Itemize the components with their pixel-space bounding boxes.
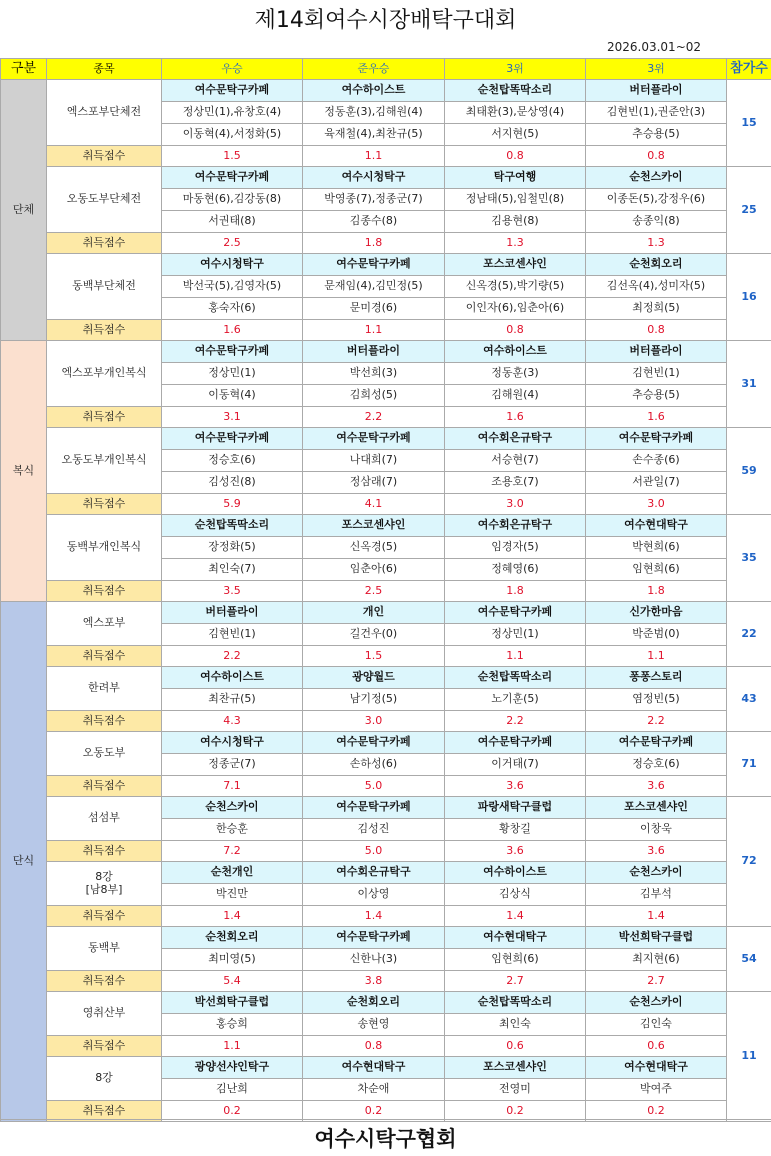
player-names: 임현희(6) [586, 559, 727, 581]
club-name: 여수문탁구카페 [303, 254, 445, 276]
club-name: 여수하이스트 [445, 862, 586, 884]
club-name: 박선희탁구클럽 [162, 992, 303, 1014]
score-label: 취득점수 [47, 233, 162, 254]
results-table [0, 58, 771, 1122]
score-value: 3.0 [303, 711, 445, 732]
score-value: 2.2 [303, 407, 445, 428]
table-row [1, 906, 771, 927]
club-name: 포스코센샤인 [586, 797, 727, 819]
table-row [1, 797, 771, 819]
club-name: 개인 [303, 602, 445, 624]
score-value: 5.4 [162, 971, 303, 992]
club-name: 여수문탁구카페 [162, 80, 303, 102]
score-value: 2.2 [445, 711, 586, 732]
score-value: 1.4 [162, 906, 303, 927]
event-label: 동백부개인복식 [67, 540, 141, 553]
player-names: 박준범(0) [586, 624, 727, 646]
club-name: 파랑새탁구클럽 [445, 797, 586, 819]
club-name: 순천탑똑딱소리 [445, 992, 586, 1014]
player-names: 신옥경(5),박기량(5) [445, 276, 586, 298]
player-names: 이인자(6),임춘아(6) [445, 298, 586, 320]
club-name: 여수현대탁구 [586, 515, 727, 537]
score-value: 3.5 [162, 581, 303, 602]
club-name: 포스코센샤인 [445, 254, 586, 276]
club-name: 여수현대탁구 [586, 1057, 727, 1079]
club-name: 여수문탁구카페 [303, 927, 445, 949]
player-names: 추승용(5) [586, 385, 727, 407]
participant-count: 25 [727, 167, 771, 254]
player-names: 박여주 [586, 1079, 727, 1101]
club-name: 여수현대탁구 [303, 1057, 445, 1079]
club-name: 여수문탁구카페 [586, 732, 727, 754]
event-name [47, 602, 162, 646]
player-names: 최태환(3),문상영(4) [445, 102, 586, 124]
page-title: 제14회여수시장배탁구대회 [0, 0, 771, 36]
table-row [1, 732, 771, 754]
player-names: 박영종(7),정종군(7) [303, 189, 445, 211]
player-names: 최찬규(5) [162, 689, 303, 711]
player-names: 이창욱 [586, 819, 727, 841]
table-row [1, 80, 771, 102]
player-names: 김선옥(4),성미자(5) [586, 276, 727, 298]
score-value: 1.1 [586, 646, 727, 667]
club-name: 버터플라이 [586, 341, 727, 363]
player-names: 임춘아(6) [303, 559, 445, 581]
player-names: 송종익(8) [586, 211, 727, 233]
player-names: 손수종(6) [586, 450, 727, 472]
participant-count: 43 [727, 667, 771, 732]
score-value: 1.8 [586, 581, 727, 602]
club-name: 여수시청탁구 [303, 167, 445, 189]
player-names: 정상민(1) [445, 624, 586, 646]
player-names: 이동혁(4),서정화(5) [162, 124, 303, 146]
score-label: 취득점수 [47, 407, 162, 428]
score-value: 1.4 [303, 906, 445, 927]
table-row [1, 646, 771, 667]
player-names: 최정희(5) [586, 298, 727, 320]
player-names: 김부석 [586, 884, 727, 906]
player-names: 육재철(4),최찬규(5) [303, 124, 445, 146]
club-name: 순천스카이 [586, 862, 727, 884]
score-value: 1.5 [303, 646, 445, 667]
score-value: 1.6 [586, 407, 727, 428]
score-label: 취득점수 [47, 146, 162, 167]
category-double: 복식 [1, 341, 47, 602]
score-value: 2.2 [586, 711, 727, 732]
player-names: 한승훈 [162, 819, 303, 841]
header-third-b: 3위 [586, 59, 727, 80]
event-label: 한려부 [88, 681, 120, 694]
player-names: 길건우(0) [303, 624, 445, 646]
player-names: 장정화(5) [162, 537, 303, 559]
header-event: 종목 [47, 59, 162, 80]
event-label: 동백부 [88, 941, 120, 954]
table-row [1, 167, 771, 189]
player-names: 홍숙자(6) [162, 298, 303, 320]
club-name: 박선희탁구클럽 [586, 927, 727, 949]
player-names: 김희성(5) [303, 385, 445, 407]
table-row [1, 407, 771, 428]
score-label: 취득점수 [47, 1101, 162, 1122]
player-names: 박진만 [162, 884, 303, 906]
player-names: 정승호(6) [586, 754, 727, 776]
event-name [47, 992, 162, 1036]
player-names: 서관일(7) [586, 472, 727, 494]
category-team: 단체 [1, 80, 47, 341]
score-value: 3.6 [445, 841, 586, 862]
club-name: 여수문탁구카페 [303, 428, 445, 450]
club-name: 순천개인 [162, 862, 303, 884]
score-value: 1.3 [445, 233, 586, 254]
score-value: 0.8 [586, 320, 727, 341]
score-value: 2.7 [445, 971, 586, 992]
score-value: 4.3 [162, 711, 303, 732]
player-names: 홍승희 [162, 1014, 303, 1036]
player-names: 정혜영(6) [445, 559, 586, 581]
club-name: 순천스카이 [586, 167, 727, 189]
score-value: 0.2 [303, 1101, 445, 1122]
player-names: 서지현(5) [445, 124, 586, 146]
score-value: 1.4 [445, 906, 586, 927]
participant-count: 31 [727, 341, 771, 428]
player-names: 정승호(6) [162, 450, 303, 472]
club-name: 여수하이스트 [162, 667, 303, 689]
club-name: 여수시청탁구 [162, 732, 303, 754]
score-value: 1.8 [445, 581, 586, 602]
event-label: 오동도부개인복식 [61, 453, 146, 466]
event-name [47, 732, 162, 776]
score-value: 1.3 [586, 233, 727, 254]
player-names: 나대희(7) [303, 450, 445, 472]
header-third-a: 3위 [445, 59, 586, 80]
event-name [47, 254, 162, 320]
header-row [1, 59, 771, 80]
player-names: 김종수(8) [303, 211, 445, 233]
club-name: 순천스카이 [162, 797, 303, 819]
score-value: 0.2 [586, 1101, 727, 1122]
player-names: 서권태(8) [162, 211, 303, 233]
table-row [1, 992, 771, 1014]
event-label: 8강 [95, 1071, 113, 1084]
score-label: 취득점수 [47, 646, 162, 667]
player-names: 김성진 [303, 819, 445, 841]
table-row [1, 667, 771, 689]
club-name: 여수현대탁구 [445, 927, 586, 949]
table-row [1, 862, 771, 884]
player-names: 박선희(3) [303, 363, 445, 385]
player-names: 김난희 [162, 1079, 303, 1101]
score-value: 5.0 [303, 841, 445, 862]
player-names: 황창길 [445, 819, 586, 841]
table-row [1, 841, 771, 862]
player-names: 조용호(7) [445, 472, 586, 494]
table-row [1, 320, 771, 341]
score-value: 1.1 [303, 320, 445, 341]
club-name: 여수회은규탁구 [445, 515, 586, 537]
participant-count: 35 [727, 515, 771, 602]
event-label: 8강 [95, 870, 113, 883]
participant-count: 15 [727, 80, 771, 167]
player-names: 이거태(7) [445, 754, 586, 776]
player-names: 서승현(7) [445, 450, 586, 472]
club-name: 순천회오리 [303, 992, 445, 1014]
score-value: 5.0 [303, 776, 445, 797]
player-names: 이종돈(5),강정우(6) [586, 189, 727, 211]
club-name: 순천탑똑딱소리 [445, 80, 586, 102]
club-name: 여수회은규탁구 [303, 862, 445, 884]
participant-count: 54 [727, 927, 771, 992]
table-row [1, 776, 771, 797]
score-label: 취득점수 [47, 776, 162, 797]
player-names: 최미영(5) [162, 949, 303, 971]
score-value: 1.8 [303, 233, 445, 254]
footer-organizer: 여수시탁구협회 [0, 1119, 771, 1156]
score-value: 1.6 [162, 320, 303, 341]
player-names: 이상영 [303, 884, 445, 906]
score-label: 취득점수 [47, 711, 162, 732]
player-names: 박선국(5),김영자(5) [162, 276, 303, 298]
header-second: 준우승 [303, 59, 445, 80]
club-name: 여수문탁구카페 [162, 167, 303, 189]
score-value: 3.1 [162, 407, 303, 428]
player-names: 전영미 [445, 1079, 586, 1101]
score-value: 3.6 [586, 841, 727, 862]
score-value: 2.5 [162, 233, 303, 254]
club-name: 순천탑똑딱소리 [445, 667, 586, 689]
event-name [47, 1057, 162, 1101]
club-name: 탁구여행 [445, 167, 586, 189]
player-names: 김현빈(1) [162, 624, 303, 646]
player-names: 마동현(6),김강동(8) [162, 189, 303, 211]
club-name: 여수하이스트 [445, 341, 586, 363]
player-names: 문재임(4),김민정(5) [303, 276, 445, 298]
club-name: 버터플라이 [162, 602, 303, 624]
table-row [1, 927, 771, 949]
score-value: 1.1 [303, 146, 445, 167]
player-names: 송현영 [303, 1014, 445, 1036]
player-names: 임현희(6) [445, 949, 586, 971]
score-value: 1.1 [445, 646, 586, 667]
score-value: 5.9 [162, 494, 303, 515]
club-name: 순천탑똑딱소리 [162, 515, 303, 537]
player-names: 이동혁(4) [162, 385, 303, 407]
score-label: 취득점수 [47, 1036, 162, 1057]
event-name [47, 927, 162, 971]
event-label: 엑스포부 [83, 616, 126, 629]
club-name: 광양선샤인탁구 [162, 1057, 303, 1079]
score-value: 0.8 [303, 1036, 445, 1057]
score-value: 1.1 [162, 1036, 303, 1057]
club-name: 순천회오리 [586, 254, 727, 276]
score-value: 1.4 [586, 906, 727, 927]
score-value: 2.2 [162, 646, 303, 667]
table-row [1, 428, 771, 450]
header-count: 참가수 [727, 59, 771, 80]
score-value: 0.2 [445, 1101, 586, 1122]
event-label: 영취산부 [83, 1006, 126, 1019]
event-name [47, 797, 162, 841]
player-names: 손하성(6) [303, 754, 445, 776]
participant-count: 59 [727, 428, 771, 515]
club-name: 여수문탁구카페 [586, 428, 727, 450]
table-row [1, 711, 771, 732]
header-first: 우승 [162, 59, 303, 80]
score-value: 3.6 [586, 776, 727, 797]
score-label: 취득점수 [47, 906, 162, 927]
player-names: 김현빈(1),권준안(3) [586, 102, 727, 124]
player-names: 신옥경(5) [303, 537, 445, 559]
player-names: 박현희(6) [586, 537, 727, 559]
score-value: 1.6 [445, 407, 586, 428]
event-label: 오동도부단체전 [67, 192, 141, 205]
club-name: 버터플라이 [586, 80, 727, 102]
player-names: 정동훈(3) [445, 363, 586, 385]
event-name [47, 667, 162, 711]
player-names: 정동훈(3),김해원(4) [303, 102, 445, 124]
event-sublabel: [남8부] [86, 883, 123, 896]
player-names: 최인숙(7) [162, 559, 303, 581]
score-value: 0.6 [445, 1036, 586, 1057]
table-row [1, 581, 771, 602]
table-row [1, 971, 771, 992]
club-name: 여수문탁구카페 [303, 797, 445, 819]
player-names: 정남태(5),임철민(8) [445, 189, 586, 211]
score-value: 3.0 [586, 494, 727, 515]
event-name [47, 80, 162, 146]
player-names: 정삼래(7) [303, 472, 445, 494]
club-name: 포스코센샤인 [445, 1057, 586, 1079]
player-names: 정상민(1) [162, 363, 303, 385]
table-row [1, 515, 771, 537]
player-names: 김상식 [445, 884, 586, 906]
player-names: 문미경(6) [303, 298, 445, 320]
event-name [47, 862, 162, 906]
score-label: 취득점수 [47, 841, 162, 862]
club-name: 여수시청탁구 [162, 254, 303, 276]
score-value: 7.2 [162, 841, 303, 862]
participant-count: 11 [727, 992, 771, 1122]
category-single: 단식 [1, 602, 47, 1122]
score-label: 취득점수 [47, 971, 162, 992]
score-value: 7.1 [162, 776, 303, 797]
participant-count: 16 [727, 254, 771, 341]
player-names: 임경자(5) [445, 537, 586, 559]
table-row [1, 341, 771, 363]
player-names: 노기훈(5) [445, 689, 586, 711]
score-label: 취득점수 [47, 581, 162, 602]
table-row [1, 146, 771, 167]
club-name: 포스코센샤인 [303, 515, 445, 537]
event-label: 섬섬부 [88, 811, 120, 824]
score-value: 0.8 [445, 320, 586, 341]
player-names: 최인숙 [445, 1014, 586, 1036]
participant-count: 72 [727, 797, 771, 927]
club-name: 여수문탁구카페 [162, 428, 303, 450]
score-value: 0.2 [162, 1101, 303, 1122]
table-row [1, 1036, 771, 1057]
score-value: 4.1 [303, 494, 445, 515]
score-value: 0.8 [586, 146, 727, 167]
player-names: 김용현(8) [445, 211, 586, 233]
score-value: 3.0 [445, 494, 586, 515]
player-names: 차순애 [303, 1079, 445, 1101]
player-names: 정상민(1),유창호(4) [162, 102, 303, 124]
score-label: 취득점수 [47, 494, 162, 515]
player-names: 염정빈(5) [586, 689, 727, 711]
score-value: 3.8 [303, 971, 445, 992]
club-name: 여수문탁구카페 [445, 732, 586, 754]
header-category: 구분 [1, 59, 47, 80]
club-name: 여수문탁구카페 [303, 732, 445, 754]
score-label: 취득점수 [47, 320, 162, 341]
score-value: 2.5 [303, 581, 445, 602]
player-names: 최지현(6) [586, 949, 727, 971]
player-names: 김성진(8) [162, 472, 303, 494]
participant-count: 71 [727, 732, 771, 797]
player-names: 신한나(3) [303, 949, 445, 971]
club-name: 순천회오리 [162, 927, 303, 949]
score-value: 0.8 [445, 146, 586, 167]
score-value: 0.6 [586, 1036, 727, 1057]
player-names: 김인숙 [586, 1014, 727, 1036]
club-name: 여수회은규탁구 [445, 428, 586, 450]
club-name: 퐁퐁스토리 [586, 667, 727, 689]
event-label: 동백부단체전 [72, 279, 136, 292]
score-value: 1.5 [162, 146, 303, 167]
club-name: 버터플라이 [303, 341, 445, 363]
club-name: 순천스카이 [586, 992, 727, 1014]
player-names: 김현빈(1) [586, 363, 727, 385]
event-name [47, 167, 162, 233]
participant-count: 22 [727, 602, 771, 667]
score-value: 2.7 [586, 971, 727, 992]
table-row [1, 602, 771, 624]
club-name: 신가한마음 [586, 602, 727, 624]
table-row [1, 254, 771, 276]
club-name: 여수하이스트 [303, 80, 445, 102]
event-label: 엑스포부개인복식 [61, 366, 146, 379]
score-value: 3.6 [445, 776, 586, 797]
table-row [1, 233, 771, 254]
player-names: 추승용(5) [586, 124, 727, 146]
event-name [47, 428, 162, 494]
table-row [1, 494, 771, 515]
event-name [47, 515, 162, 581]
player-names: 김해원(4) [445, 385, 586, 407]
club-name: 여수문탁구카페 [162, 341, 303, 363]
player-names: 남기정(5) [303, 689, 445, 711]
table-row [1, 1057, 771, 1079]
event-label: 엑스포부단체전 [67, 105, 141, 118]
event-name [47, 341, 162, 407]
event-date: 2026.03.01~02 [583, 36, 725, 58]
club-name: 광양월드 [303, 667, 445, 689]
player-names: 정종군(7) [162, 754, 303, 776]
event-label: 오동도부 [83, 746, 126, 759]
club-name: 여수문탁구카페 [445, 602, 586, 624]
